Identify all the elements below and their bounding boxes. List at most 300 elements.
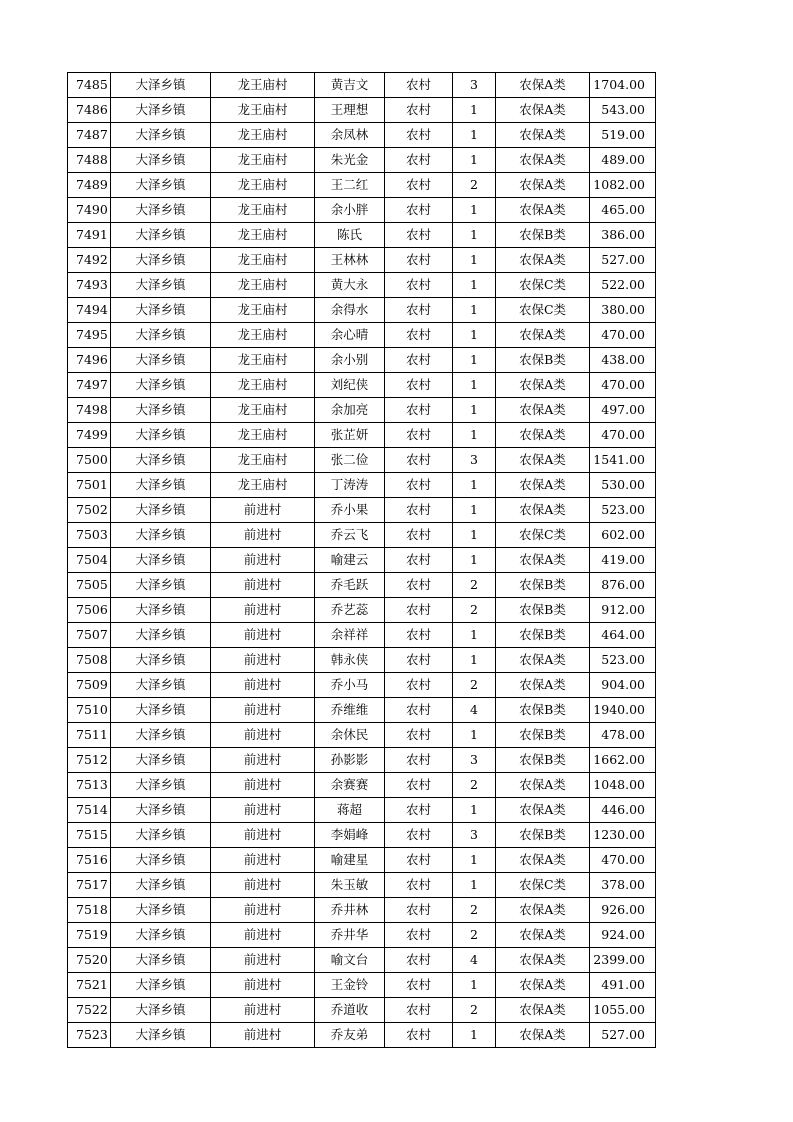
village-cell: 前进村 — [211, 723, 315, 748]
amount-cell: 1662.00 — [590, 748, 656, 773]
township-cell: 大泽乡镇 — [111, 523, 211, 548]
name-cell: 张二俭 — [315, 448, 385, 473]
table-row — [68, 998, 656, 1023]
table-row — [68, 348, 656, 373]
insurance-category-cell: 农保A类 — [496, 648, 590, 673]
village-cell: 龙王庙村 — [211, 398, 315, 423]
household-type-cell: 农村 — [385, 473, 453, 498]
household-type-cell: 农村 — [385, 873, 453, 898]
village-cell: 龙王庙村 — [211, 348, 315, 373]
record-number-cell: 7521 — [68, 973, 111, 998]
township-cell: 大泽乡镇 — [111, 273, 211, 298]
member-count-cell: 3 — [453, 448, 496, 473]
insurance-category-cell: 农保A类 — [496, 73, 590, 98]
township-cell: 大泽乡镇 — [111, 598, 211, 623]
record-number-cell: 7508 — [68, 648, 111, 673]
household-type-cell: 农村 — [385, 223, 453, 248]
household-type-cell: 农村 — [385, 373, 453, 398]
village-cell: 龙王庙村 — [211, 298, 315, 323]
record-number-cell: 7498 — [68, 398, 111, 423]
member-count-cell: 2 — [453, 173, 496, 198]
township-cell: 大泽乡镇 — [111, 723, 211, 748]
amount-cell: 527.00 — [590, 1023, 656, 1048]
household-type-cell: 农村 — [385, 598, 453, 623]
insurance-category-cell: 农保A类 — [496, 323, 590, 348]
household-type-cell: 农村 — [385, 323, 453, 348]
insurance-category-cell: 农保A类 — [496, 123, 590, 148]
household-type-cell: 农村 — [385, 498, 453, 523]
table-row — [68, 323, 656, 348]
village-cell: 前进村 — [211, 773, 315, 798]
township-cell: 大泽乡镇 — [111, 423, 211, 448]
insurance-category-cell: 农保A类 — [496, 673, 590, 698]
insurance-category-cell: 农保B类 — [496, 223, 590, 248]
name-cell: 喻建云 — [315, 548, 385, 573]
township-cell: 大泽乡镇 — [111, 473, 211, 498]
table-row — [68, 273, 656, 298]
record-number-cell: 7503 — [68, 523, 111, 548]
village-cell: 前进村 — [211, 548, 315, 573]
amount-cell: 419.00 — [590, 548, 656, 573]
name-cell: 朱玉敏 — [315, 873, 385, 898]
township-cell: 大泽乡镇 — [111, 373, 211, 398]
household-type-cell: 农村 — [385, 648, 453, 673]
township-cell: 大泽乡镇 — [111, 898, 211, 923]
township-cell: 大泽乡镇 — [111, 398, 211, 423]
village-cell: 龙王庙村 — [211, 248, 315, 273]
table-row — [68, 298, 656, 323]
table-row — [68, 848, 656, 873]
township-cell: 大泽乡镇 — [111, 548, 211, 573]
village-cell: 龙王庙村 — [211, 223, 315, 248]
name-cell: 乔毛跃 — [315, 573, 385, 598]
village-cell: 前进村 — [211, 998, 315, 1023]
insurance-category-cell: 农保A类 — [496, 248, 590, 273]
member-count-cell: 1 — [453, 373, 496, 398]
village-cell: 龙王庙村 — [211, 273, 315, 298]
table-row — [68, 698, 656, 723]
amount-cell: 1940.00 — [590, 698, 656, 723]
table-row — [68, 648, 656, 673]
amount-cell: 470.00 — [590, 423, 656, 448]
record-number-cell: 7495 — [68, 323, 111, 348]
insurance-category-cell: 农保A类 — [496, 373, 590, 398]
table-row — [68, 98, 656, 123]
amount-cell: 926.00 — [590, 898, 656, 923]
amount-cell: 527.00 — [590, 248, 656, 273]
record-number-cell: 7515 — [68, 823, 111, 848]
township-cell: 大泽乡镇 — [111, 573, 211, 598]
amount-cell: 1055.00 — [590, 998, 656, 1023]
table-row — [68, 873, 656, 898]
table-row — [68, 373, 656, 398]
member-count-cell: 1 — [453, 248, 496, 273]
name-cell: 乔云飞 — [315, 523, 385, 548]
member-count-cell: 4 — [453, 698, 496, 723]
name-cell: 喻建星 — [315, 848, 385, 873]
village-cell: 前进村 — [211, 598, 315, 623]
township-cell: 大泽乡镇 — [111, 1023, 211, 1048]
township-cell: 大泽乡镇 — [111, 323, 211, 348]
name-cell: 余心晴 — [315, 323, 385, 348]
amount-cell: 470.00 — [590, 323, 656, 348]
village-cell: 前进村 — [211, 873, 315, 898]
table-row — [68, 173, 656, 198]
household-type-cell: 农村 — [385, 848, 453, 873]
insurance-category-cell: 农保B类 — [496, 348, 590, 373]
name-cell: 乔小果 — [315, 498, 385, 523]
member-count-cell: 1 — [453, 848, 496, 873]
amount-cell: 380.00 — [590, 298, 656, 323]
table-row — [68, 423, 656, 448]
amount-cell: 386.00 — [590, 223, 656, 248]
household-type-cell: 农村 — [385, 298, 453, 323]
amount-cell: 1082.00 — [590, 173, 656, 198]
township-cell: 大泽乡镇 — [111, 98, 211, 123]
record-number-cell: 7512 — [68, 748, 111, 773]
amount-cell: 470.00 — [590, 848, 656, 873]
amount-cell: 470.00 — [590, 373, 656, 398]
insurance-category-cell: 农保A类 — [496, 1023, 590, 1048]
name-cell: 余祥祥 — [315, 623, 385, 648]
member-count-cell: 1 — [453, 198, 496, 223]
table-row — [68, 73, 656, 98]
member-count-cell: 2 — [453, 598, 496, 623]
township-cell: 大泽乡镇 — [111, 773, 211, 798]
member-count-cell: 4 — [453, 948, 496, 973]
table-row — [68, 973, 656, 998]
record-number-cell: 7500 — [68, 448, 111, 473]
record-number-cell: 7497 — [68, 373, 111, 398]
member-count-cell: 1 — [453, 723, 496, 748]
insurance-category-cell: 农保A类 — [496, 473, 590, 498]
table-row — [68, 473, 656, 498]
amount-cell: 924.00 — [590, 923, 656, 948]
amount-cell: 491.00 — [590, 973, 656, 998]
township-cell: 大泽乡镇 — [111, 873, 211, 898]
amount-cell: 446.00 — [590, 798, 656, 823]
insurance-category-cell: 农保C类 — [496, 273, 590, 298]
township-cell: 大泽乡镇 — [111, 498, 211, 523]
name-cell: 王二红 — [315, 173, 385, 198]
member-count-cell: 3 — [453, 748, 496, 773]
township-cell: 大泽乡镇 — [111, 973, 211, 998]
village-cell: 前进村 — [211, 898, 315, 923]
name-cell: 刘纪侠 — [315, 373, 385, 398]
table-row — [68, 748, 656, 773]
household-type-cell: 农村 — [385, 698, 453, 723]
record-number-cell: 7517 — [68, 873, 111, 898]
amount-cell: 523.00 — [590, 498, 656, 523]
table-row — [68, 898, 656, 923]
insurance-category-cell: 农保B类 — [496, 623, 590, 648]
household-type-cell: 农村 — [385, 73, 453, 98]
name-cell: 黄吉文 — [315, 73, 385, 98]
record-number-cell: 7496 — [68, 348, 111, 373]
table-row — [68, 798, 656, 823]
member-count-cell: 1 — [453, 98, 496, 123]
insurance-category-cell: 农保A类 — [496, 198, 590, 223]
record-number-cell: 7487 — [68, 123, 111, 148]
amount-cell: 465.00 — [590, 198, 656, 223]
township-cell: 大泽乡镇 — [111, 698, 211, 723]
township-cell: 大泽乡镇 — [111, 248, 211, 273]
record-number-cell: 7486 — [68, 98, 111, 123]
amount-cell: 1048.00 — [590, 773, 656, 798]
insurance-category-cell: 农保B类 — [496, 748, 590, 773]
record-number-cell: 7523 — [68, 1023, 111, 1048]
township-cell: 大泽乡镇 — [111, 673, 211, 698]
record-number-cell: 7519 — [68, 923, 111, 948]
township-cell: 大泽乡镇 — [111, 198, 211, 223]
household-type-cell: 农村 — [385, 948, 453, 973]
member-count-cell: 2 — [453, 898, 496, 923]
table-row — [68, 673, 656, 698]
record-number-cell: 7509 — [68, 673, 111, 698]
township-cell: 大泽乡镇 — [111, 848, 211, 873]
member-count-cell: 1 — [453, 973, 496, 998]
insurance-category-cell: 农保A类 — [496, 423, 590, 448]
member-count-cell: 1 — [453, 873, 496, 898]
amount-cell: 378.00 — [590, 873, 656, 898]
household-type-cell: 农村 — [385, 98, 453, 123]
record-number-cell: 7490 — [68, 198, 111, 223]
table-row — [68, 448, 656, 473]
member-count-cell: 1 — [453, 423, 496, 448]
household-type-cell: 农村 — [385, 123, 453, 148]
insurance-category-cell: 农保A类 — [496, 448, 590, 473]
table-row — [68, 923, 656, 948]
member-count-cell: 1 — [453, 498, 496, 523]
table-row — [68, 623, 656, 648]
member-count-cell: 1 — [453, 148, 496, 173]
name-cell: 余小别 — [315, 348, 385, 373]
name-cell: 喻文台 — [315, 948, 385, 973]
village-cell: 前进村 — [211, 798, 315, 823]
village-cell: 龙王庙村 — [211, 98, 315, 123]
household-type-cell: 农村 — [385, 898, 453, 923]
record-number-cell: 7501 — [68, 473, 111, 498]
member-count-cell: 2 — [453, 998, 496, 1023]
household-type-cell: 农村 — [385, 998, 453, 1023]
village-cell: 前进村 — [211, 848, 315, 873]
name-cell: 乔艺蕊 — [315, 598, 385, 623]
member-count-cell: 1 — [453, 348, 496, 373]
name-cell: 乔井林 — [315, 898, 385, 923]
village-cell: 龙王庙村 — [211, 198, 315, 223]
name-cell: 王林林 — [315, 248, 385, 273]
amount-cell: 464.00 — [590, 623, 656, 648]
table-row — [68, 823, 656, 848]
name-cell: 余加亮 — [315, 398, 385, 423]
member-count-cell: 2 — [453, 773, 496, 798]
village-cell: 龙王庙村 — [211, 448, 315, 473]
household-type-cell: 农村 — [385, 773, 453, 798]
village-cell: 前进村 — [211, 648, 315, 673]
township-cell: 大泽乡镇 — [111, 998, 211, 1023]
village-cell: 前进村 — [211, 623, 315, 648]
name-cell: 张芷妍 — [315, 423, 385, 448]
household-type-cell: 农村 — [385, 248, 453, 273]
insurance-category-cell: 农保A类 — [496, 148, 590, 173]
table-row — [68, 1023, 656, 1048]
record-number-cell: 7504 — [68, 548, 111, 573]
township-cell: 大泽乡镇 — [111, 123, 211, 148]
amount-cell: 530.00 — [590, 473, 656, 498]
household-type-cell: 农村 — [385, 423, 453, 448]
household-type-cell: 农村 — [385, 748, 453, 773]
village-cell: 前进村 — [211, 523, 315, 548]
village-cell: 龙王庙村 — [211, 373, 315, 398]
name-cell: 黄大永 — [315, 273, 385, 298]
township-cell: 大泽乡镇 — [111, 148, 211, 173]
township-cell: 大泽乡镇 — [111, 298, 211, 323]
insurance-category-cell: 农保A类 — [496, 998, 590, 1023]
name-cell: 孙影影 — [315, 748, 385, 773]
amount-cell: 523.00 — [590, 648, 656, 673]
table-row — [68, 598, 656, 623]
village-cell: 前进村 — [211, 748, 315, 773]
household-type-cell: 农村 — [385, 823, 453, 848]
member-count-cell: 1 — [453, 523, 496, 548]
amount-cell: 543.00 — [590, 98, 656, 123]
record-number-cell: 7516 — [68, 848, 111, 873]
village-cell: 龙王庙村 — [211, 148, 315, 173]
amount-cell: 602.00 — [590, 523, 656, 548]
village-cell: 龙王庙村 — [211, 123, 315, 148]
township-cell: 大泽乡镇 — [111, 648, 211, 673]
name-cell: 李娟峰 — [315, 823, 385, 848]
village-cell: 前进村 — [211, 973, 315, 998]
amount-cell: 1704.00 — [590, 73, 656, 98]
insurance-category-cell: 农保B类 — [496, 598, 590, 623]
record-number-cell: 7485 — [68, 73, 111, 98]
name-cell: 乔友弟 — [315, 1023, 385, 1048]
township-cell: 大泽乡镇 — [111, 923, 211, 948]
name-cell: 乔井华 — [315, 923, 385, 948]
township-cell: 大泽乡镇 — [111, 448, 211, 473]
name-cell: 乔维维 — [315, 698, 385, 723]
insurance-category-cell: 农保B类 — [496, 723, 590, 748]
subsidy-table — [67, 72, 656, 1048]
record-number-cell: 7510 — [68, 698, 111, 723]
amount-cell: 912.00 — [590, 598, 656, 623]
insurance-category-cell: 农保A类 — [496, 398, 590, 423]
insurance-category-cell: 农保C类 — [496, 873, 590, 898]
insurance-category-cell: 农保A类 — [496, 173, 590, 198]
record-number-cell: 7518 — [68, 898, 111, 923]
township-cell: 大泽乡镇 — [111, 173, 211, 198]
household-type-cell: 农村 — [385, 448, 453, 473]
insurance-category-cell: 农保C类 — [496, 523, 590, 548]
amount-cell: 497.00 — [590, 398, 656, 423]
household-type-cell: 农村 — [385, 923, 453, 948]
record-number-cell: 7491 — [68, 223, 111, 248]
village-cell: 龙王庙村 — [211, 473, 315, 498]
household-type-cell: 农村 — [385, 623, 453, 648]
village-cell: 前进村 — [211, 823, 315, 848]
amount-cell: 438.00 — [590, 348, 656, 373]
amount-cell: 904.00 — [590, 673, 656, 698]
household-type-cell: 农村 — [385, 273, 453, 298]
insurance-category-cell: 农保A类 — [496, 498, 590, 523]
name-cell: 余休民 — [315, 723, 385, 748]
insurance-category-cell: 农保A类 — [496, 548, 590, 573]
household-type-cell: 农村 — [385, 573, 453, 598]
name-cell: 丁涛涛 — [315, 473, 385, 498]
member-count-cell: 1 — [453, 298, 496, 323]
household-type-cell: 农村 — [385, 148, 453, 173]
record-number-cell: 7506 — [68, 598, 111, 623]
member-count-cell: 1 — [453, 398, 496, 423]
table-row — [68, 548, 656, 573]
name-cell: 王理想 — [315, 98, 385, 123]
member-count-cell: 2 — [453, 923, 496, 948]
village-cell: 龙王庙村 — [211, 173, 315, 198]
record-number-cell: 7499 — [68, 423, 111, 448]
table-row — [68, 573, 656, 598]
name-cell: 乔小马 — [315, 673, 385, 698]
record-number-cell: 7505 — [68, 573, 111, 598]
record-number-cell: 7489 — [68, 173, 111, 198]
household-type-cell: 农村 — [385, 723, 453, 748]
name-cell: 余凤林 — [315, 123, 385, 148]
insurance-category-cell: 农保A类 — [496, 948, 590, 973]
record-number-cell: 7511 — [68, 723, 111, 748]
record-number-cell: 7493 — [68, 273, 111, 298]
table-row — [68, 523, 656, 548]
table-row — [68, 498, 656, 523]
household-type-cell: 农村 — [385, 348, 453, 373]
record-number-cell: 7502 — [68, 498, 111, 523]
insurance-category-cell: 农保B类 — [496, 823, 590, 848]
record-number-cell: 7520 — [68, 948, 111, 973]
township-cell: 大泽乡镇 — [111, 223, 211, 248]
member-count-cell: 1 — [453, 473, 496, 498]
village-cell: 龙王庙村 — [211, 423, 315, 448]
township-cell: 大泽乡镇 — [111, 348, 211, 373]
insurance-category-cell: 农保A类 — [496, 798, 590, 823]
name-cell: 余小胖 — [315, 198, 385, 223]
table-row — [68, 723, 656, 748]
name-cell: 朱光金 — [315, 148, 385, 173]
name-cell: 韩永侠 — [315, 648, 385, 673]
township-cell: 大泽乡镇 — [111, 73, 211, 98]
insurance-category-cell: 农保B类 — [496, 698, 590, 723]
insurance-category-cell: 农保A类 — [496, 973, 590, 998]
table-row — [68, 773, 656, 798]
township-cell: 大泽乡镇 — [111, 948, 211, 973]
member-count-cell: 1 — [453, 223, 496, 248]
record-number-cell: 7522 — [68, 998, 111, 1023]
amount-cell: 478.00 — [590, 723, 656, 748]
amount-cell: 1230.00 — [590, 823, 656, 848]
member-count-cell: 1 — [453, 323, 496, 348]
insurance-category-cell: 农保A类 — [496, 98, 590, 123]
amount-cell: 519.00 — [590, 123, 656, 148]
village-cell: 前进村 — [211, 1023, 315, 1048]
table-row — [68, 948, 656, 973]
insurance-category-cell: 农保C类 — [496, 298, 590, 323]
member-count-cell: 1 — [453, 123, 496, 148]
township-cell: 大泽乡镇 — [111, 823, 211, 848]
amount-cell: 489.00 — [590, 148, 656, 173]
record-number-cell: 7513 — [68, 773, 111, 798]
record-number-cell: 7492 — [68, 248, 111, 273]
amount-cell: 1541.00 — [590, 448, 656, 473]
table-row — [68, 223, 656, 248]
household-type-cell: 农村 — [385, 798, 453, 823]
